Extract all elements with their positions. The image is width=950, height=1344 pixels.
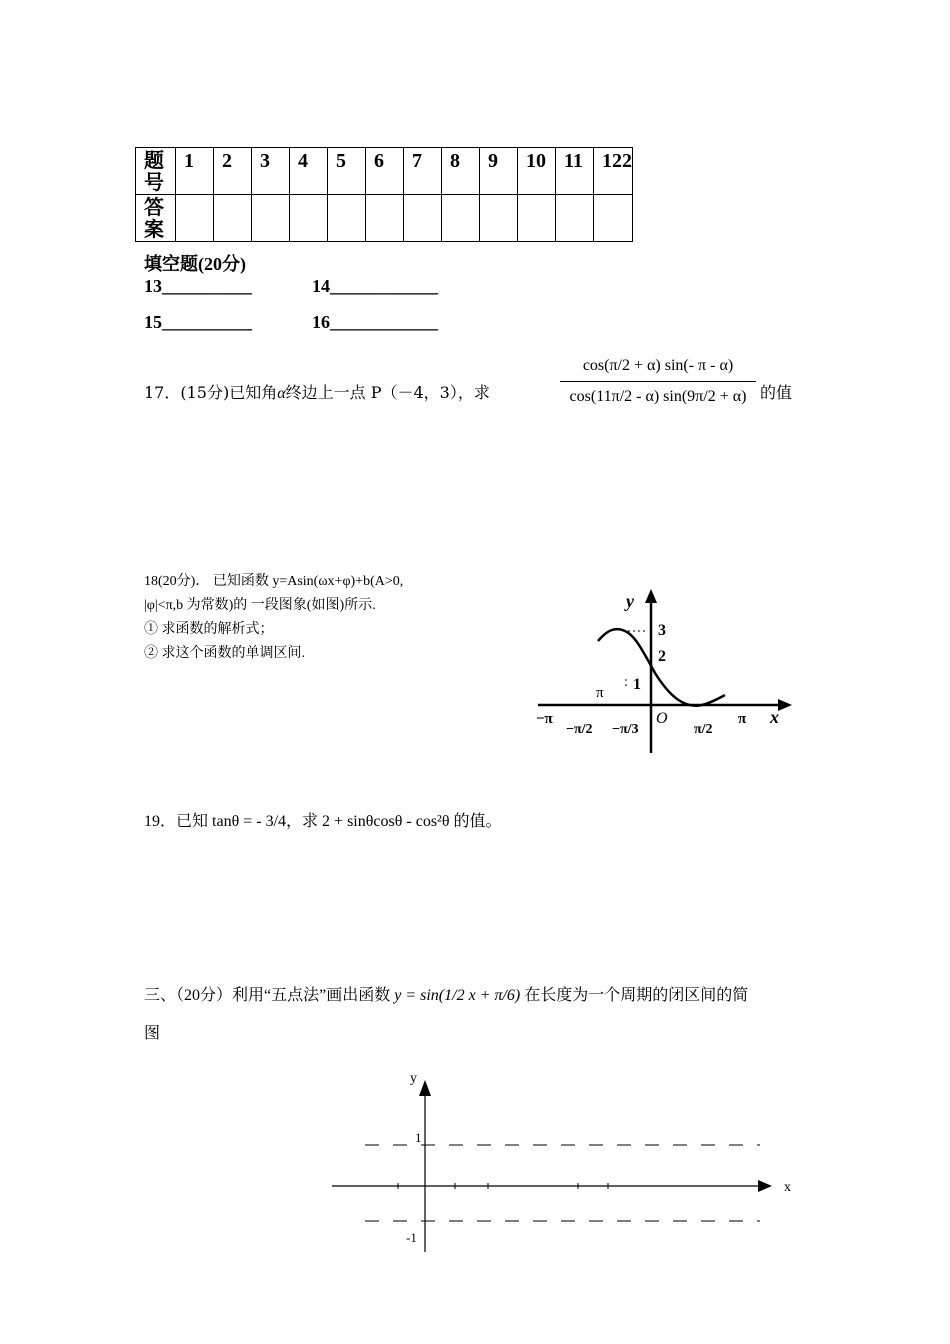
q19-prefix: 19．已知 [144,813,209,830]
answer-cell[interactable] [556,195,594,242]
x-axis-arrow [778,699,792,711]
answer-cell[interactable] [518,195,556,242]
table-cell-number: 3 [252,148,290,195]
q20-suffix: 在长度为一个周期的闭区间的简 [524,987,749,1004]
answer-cell[interactable] [176,195,214,242]
answer-cell[interactable] [480,195,518,242]
answer-table-number-row [136,148,633,195]
graph-y-label: y [410,1071,417,1086]
q18-graph [530,585,800,760]
q17-alpha: α [277,385,286,402]
graph-y-label: y [626,591,634,611]
q20-func: y = sin(1/2 x + π/6) [394,987,521,1004]
answer-cell[interactable] [328,195,366,242]
table-cell-number: 4 [290,148,328,195]
table-cell-number: 10 [518,148,556,195]
answer-cell[interactable] [214,195,252,242]
q20-graph [320,1060,810,1260]
graph-label-neg-one: -1 [406,1230,417,1245]
table-cell-number: 9 [480,148,518,195]
graph-x-label: x [770,707,779,727]
q18-line2: |φ|<π,b 为常数)的 一段图象(如图)所示. [144,598,376,613]
graph-x-tick-neg-pi-third: −π/3 [612,722,639,737]
q18-line1: 18(20分)． 已知函数 y=Asin(ωx+φ)+b(A>0, [144,574,404,589]
graph-y-tick-1: 1 [633,676,641,693]
q19-expr: 2 + sinθcosθ - cos²θ [322,813,450,830]
answer-table [135,147,633,242]
blank-14[interactable]: 14____________ [312,276,438,296]
q17-fraction [560,357,756,406]
graph-x-tick-neg-pi: −π [536,711,553,727]
q17-denominator: cos(11π/2 - α) sin(9π/2 + α) [569,388,747,405]
graph-x-tick-pi: π [738,711,747,727]
graph-y-tick-3: 3 [658,622,666,639]
graph-pi-note: π [596,685,604,701]
answer-cell[interactable] [442,195,480,242]
table-cell-number: 8 [442,148,480,195]
graph-y-tick-2: 2 [658,648,666,665]
table-cell-number: 7 [404,148,442,195]
answer-cell[interactable] [404,195,442,242]
blank-13[interactable]: 13__________ [144,276,252,296]
table-cell-number: 5 [328,148,366,195]
fill-blank-title: 填空题(20分) [144,254,246,274]
q17-suffix: 的值 [760,383,793,402]
q19-text [144,808,502,831]
q18-line3: ① 求函数的解析式； [144,622,274,637]
graph-x-label: x [784,1180,791,1195]
q17-prefix-text: 17．(15分)已知角 [144,383,278,402]
graph-label-one: 1 [415,1130,422,1145]
table-cell-number: 2 [214,148,252,195]
y-axis-arrow [419,1080,431,1096]
table-cell-number: 11 [556,148,594,195]
graph-x-tick-pi-half: π/2 [694,722,713,737]
table-header-answer: 答案 [136,195,176,242]
x-axis-arrow [758,1180,772,1192]
table-cell-number: 1 [176,148,214,195]
q17-prefix [144,380,490,403]
q19-mid: ，求 [286,813,319,830]
q20-line2: 图 [144,1025,161,1042]
q19-suffix: 的值。 [453,813,502,830]
graph-origin: O [656,710,668,727]
q20-text [144,982,748,1005]
q19-given: tanθ = - 3/4 [212,813,287,830]
y-axis-arrow [645,589,657,603]
answer-cell[interactable] [290,195,328,242]
answer-table-answer-row [136,195,633,242]
table-cell-number: 6 [366,148,404,195]
q18-text [144,570,403,666]
q18-line4: ② 求这个函数的单调区间. [144,646,305,661]
q17-mid: 终边上一点 P（－4，3），求 [285,383,490,402]
blank-15[interactable]: 15__________ [144,312,252,332]
blank-16[interactable]: 16____________ [312,312,438,332]
answer-cell[interactable] [252,195,290,242]
table-cell-number: 122 [594,148,633,195]
graph-x-tick-neg-pi-half: −π/2 [566,722,593,737]
answer-cell[interactable] [594,195,633,242]
sine-curve [598,629,725,706]
table-header-question-number: 题号 [136,148,176,195]
q20-prefix: 三、（20分）利用“五点法”画出函数 [144,987,391,1004]
q17-numerator: cos(π/2 + α) sin(- π - α) [560,357,756,382]
answer-cell[interactable] [366,195,404,242]
